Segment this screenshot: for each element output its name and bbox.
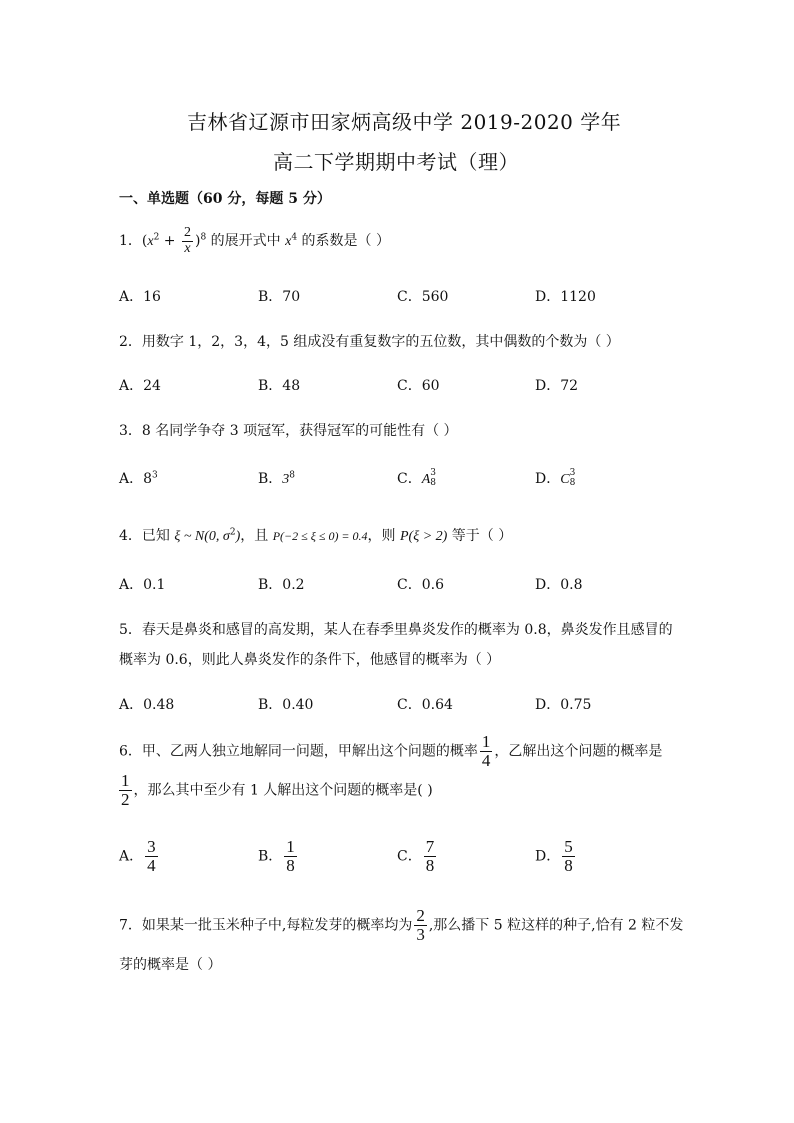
question-5-line1: 5．春天是鼻炎和感冒的高发期，某人在春季里鼻炎发作的概率为 0.8，鼻炎发作且感冒的 <box>119 622 673 638</box>
section-heading: 一、单选题（60 分，每题 5 分） <box>119 191 331 207</box>
option-c: C．560 <box>397 289 449 305</box>
question-text: ，乙解出这个问题的概率是 <box>494 743 663 760</box>
option-b <box>258 468 295 488</box>
math-probability: P(−2 ≤ ξ ≤ 0) = 0.4 <box>272 529 368 543</box>
sup-sub-stack <box>570 469 576 489</box>
fraction-numerator: 2 <box>416 906 425 925</box>
option-c <box>397 838 438 875</box>
fraction-numerator: 1 <box>481 732 491 751</box>
option-d: D．1120 <box>535 289 596 305</box>
option-label: D． <box>535 848 561 865</box>
math-distribution-close: ) <box>235 529 241 544</box>
question-text: ，则 <box>367 528 400 544</box>
option-d <box>535 468 575 489</box>
fraction-2-over-3 <box>414 907 427 944</box>
option-label: B． <box>258 471 283 487</box>
question-number: 1． <box>119 233 142 250</box>
question-6-line1 <box>119 733 662 770</box>
fraction-numerator: 3 <box>147 837 156 856</box>
option-a: A．24 <box>119 378 161 394</box>
fraction <box>562 838 575 875</box>
fraction-denominator: 2 <box>121 789 130 809</box>
option-b: B．48 <box>258 378 301 394</box>
plus-sign: + <box>159 233 180 250</box>
option-c: C．0.64 <box>397 697 453 713</box>
sup-sub-stack <box>430 469 436 489</box>
fraction-numerator: 1 <box>121 771 130 790</box>
question-6-line2 <box>119 772 433 809</box>
math-variable-x: x <box>285 234 292 250</box>
superscript: 3 <box>569 468 576 479</box>
fraction-1-over-4 <box>480 733 493 770</box>
option-label: A． <box>119 471 144 487</box>
fraction <box>145 838 158 875</box>
fraction-denominator: x <box>184 240 191 256</box>
question-text: ，那么其中至少有 1 人解出这个问题的概率是( ) <box>133 782 433 799</box>
exponent: 3 <box>152 470 158 481</box>
exponent: 2 <box>153 232 160 243</box>
option-label: A． <box>119 848 144 865</box>
fraction-denominator: 3 <box>416 924 425 944</box>
question-text: 4．已知 <box>119 528 175 544</box>
exponent: 8 <box>289 470 296 481</box>
option-d: D．0.8 <box>535 577 583 593</box>
option-b: B．0.2 <box>258 577 305 593</box>
fraction-1-over-2 <box>119 772 132 809</box>
fraction-denominator: 8 <box>564 855 573 875</box>
question-1 <box>119 226 390 256</box>
option-a: A．0.48 <box>119 697 175 713</box>
math-base: 3 <box>282 472 290 487</box>
option-a: A．0.1 <box>119 577 166 593</box>
option-a: A．16 <box>119 289 161 305</box>
question-text: 等于（ ） <box>447 528 513 544</box>
fraction-denominator: 8 <box>286 855 295 875</box>
question-text: 的展开式中 <box>206 233 286 250</box>
option-a <box>119 838 160 875</box>
fraction-numerator: 7 <box>425 837 435 856</box>
expression-open-paren: ( <box>141 233 148 250</box>
math-variable-x: x <box>147 234 154 250</box>
subscript: 8 <box>569 478 576 488</box>
option-label: B． <box>258 848 283 865</box>
option-d <box>535 838 577 875</box>
fraction-denominator: 4 <box>481 750 491 770</box>
math-probability: P(ξ > 2) <box>399 529 448 544</box>
expression-close-paren: ) <box>194 233 201 250</box>
exponent: 2 <box>229 527 236 538</box>
option-label: C． <box>397 848 422 865</box>
option-b <box>258 838 299 875</box>
option-b: B．0.40 <box>258 697 314 713</box>
option-c: C．60 <box>397 378 440 394</box>
option-c: C．0.6 <box>397 577 444 593</box>
question-7-line2: 芽的概率是（ ） <box>119 957 222 973</box>
question-7-line1 <box>119 907 683 944</box>
question-text: ，且 <box>240 528 273 544</box>
exam-title-line2: 高二下学期期中考试（理） <box>273 150 519 174</box>
exam-title-line1: 吉林省辽源市田家炳高级中学 2019-2020 学年 <box>187 110 622 134</box>
fraction <box>284 838 297 875</box>
superscript: 3 <box>430 468 437 479</box>
fraction-numerator: 5 <box>564 837 573 856</box>
option-c <box>397 468 436 489</box>
fraction-denominator: 8 <box>425 855 435 875</box>
fraction-2-over-x <box>182 226 193 256</box>
math-distribution: ξ ~ N(0, σ <box>174 529 230 544</box>
question-text: 6．甲、乙两人独立地解同一问题，甲解出这个问题的概率 <box>119 743 478 760</box>
option-label: D． <box>535 471 561 487</box>
option-d: D．72 <box>535 378 579 394</box>
math-base: 8 <box>143 471 153 487</box>
math-base: C <box>560 472 570 487</box>
question-text: ,那么播下 5 粒这样的种子,恰有 2 粒不发 <box>428 917 684 934</box>
math-base: A <box>421 472 431 487</box>
question-5-line2: 概率为 0.6，则此人鼻炎发作的条件下，他感冒的概率为（ ） <box>119 652 501 668</box>
question-text: 7．如果某一批玉米种子中,每粒发芽的概率均为 <box>119 917 413 934</box>
question-3: 3．8 名同学争夺 3 项冠军，获得冠军的可能性有（ ） <box>119 423 458 439</box>
fraction-numerator: 2 <box>183 225 191 240</box>
question-4 <box>119 525 512 545</box>
question-2: 2．用数字 1，2，3，4，5 组成没有重复数字的五位数，其中偶数的个数为（ ） <box>119 334 620 350</box>
option-a <box>119 468 158 488</box>
fraction-numerator: 1 <box>286 837 295 856</box>
option-d: D．0.75 <box>535 697 592 713</box>
subscript: 8 <box>430 478 437 488</box>
exponent: 4 <box>291 232 298 243</box>
option-label: C． <box>397 471 422 487</box>
question-text: 的系数是（ ） <box>297 233 390 250</box>
fraction <box>424 838 437 875</box>
fraction-denominator: 4 <box>147 855 156 875</box>
exponent: 8 <box>200 232 207 243</box>
option-b: B．70 <box>258 289 301 305</box>
